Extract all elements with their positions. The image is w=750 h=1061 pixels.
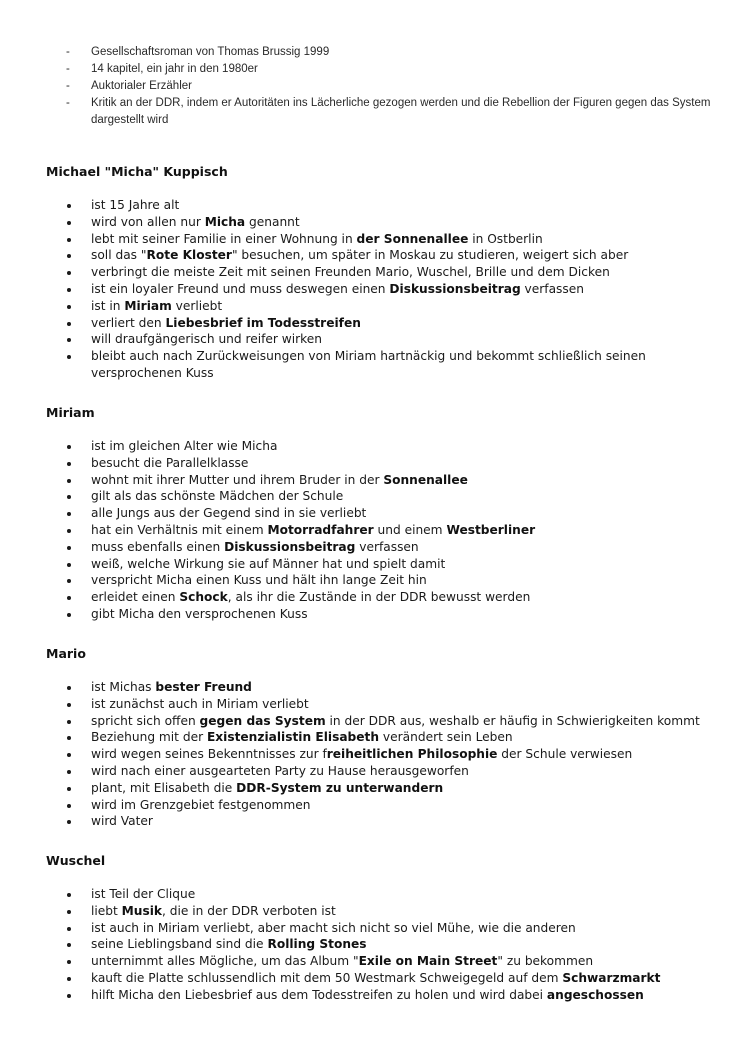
bullet-marker xyxy=(67,753,71,757)
emphasis-text: Schock xyxy=(179,590,228,605)
bullet-marker xyxy=(67,943,71,947)
list-item xyxy=(66,472,726,489)
item-text: besucht die Parallelklasse xyxy=(91,455,249,470)
section-heading-micha: Michael "Micha" Kuppisch xyxy=(46,164,228,179)
item-text: liebt xyxy=(91,903,122,918)
list-item xyxy=(66,231,726,248)
list-item: - Gesellschaftsroman von Thomas Brussig 1999 xyxy=(66,44,716,61)
item-text: gilt als das schönste Mädchen der Schule xyxy=(91,489,344,504)
list-item xyxy=(66,679,726,696)
bullet-marker xyxy=(67,703,71,707)
list-item: - Kritik an der DDR, indem er Autoritäten ins Lächerliche gezogen werden und die Rebellion der Figuren gegen das System dargestellt wird xyxy=(66,97,711,126)
list-item xyxy=(66,606,726,623)
bullet-marker xyxy=(67,960,71,964)
item-text: ist 15 Jahre alt xyxy=(91,198,180,212)
item-text: plant, mit Elisabeth die xyxy=(91,780,237,795)
item-text: ist zunächst auch in Miriam verliebt xyxy=(91,696,309,711)
item-text: hilft Micha den Liebesbrief aus dem Todesstreifen zu holen und wird dabei xyxy=(91,987,547,1002)
emphasis-text: Westberliner xyxy=(446,522,536,537)
item-text: spricht sich offen xyxy=(91,713,200,728)
emphasis-text: Rote Kloster xyxy=(146,248,232,263)
bullet-marker xyxy=(67,994,71,998)
section-heading-miriam: Miriam xyxy=(46,405,95,420)
bullet-marker xyxy=(67,271,71,275)
bullet-list-miriam xyxy=(66,438,726,623)
bullet-marker xyxy=(67,305,71,309)
list-item xyxy=(66,331,726,348)
list-item xyxy=(66,589,726,606)
bullet-marker xyxy=(67,338,71,342)
bullet-marker xyxy=(67,736,71,740)
emphasis-text: Liebesbrief im Todesstreifen xyxy=(165,315,361,330)
list-item xyxy=(66,970,726,987)
item-text: genannt xyxy=(245,214,300,229)
emphasis-text: Musik xyxy=(121,903,163,918)
emphasis-text: bester Freund xyxy=(155,680,252,694)
item-text: seine Lieblingsband sind die xyxy=(91,937,268,952)
list-item xyxy=(66,455,726,472)
list-item xyxy=(66,348,726,382)
list-item: - 14 kapitel, ein jahr in den 1980er xyxy=(66,61,716,78)
list-item xyxy=(66,298,726,315)
item-text: in der DDR aus, weshalb er häufig in Schwierigkeiten kommt xyxy=(325,713,700,728)
list-item xyxy=(66,797,726,814)
bullet-marker xyxy=(67,512,71,516)
list-item xyxy=(66,247,726,264)
item-text: der Schule verwiesen xyxy=(497,747,633,762)
bullet-marker xyxy=(67,238,71,242)
item-text: verbringt die meiste Zeit mit seinen Freunden Mario, Wuschel, Brille und dem Dicken xyxy=(91,265,610,280)
bullet-marker xyxy=(67,910,71,914)
bullet-marker xyxy=(67,927,71,931)
list-item xyxy=(66,505,726,522)
item-text: will draufgängerisch und reifer wirken xyxy=(91,332,323,347)
item-text: ist auch in Miriam verliebt, aber macht sich nicht so viel Mühe, wie die anderen xyxy=(91,920,576,935)
list-item xyxy=(66,197,726,214)
dash-marker: - xyxy=(66,46,70,58)
emphasis-text: Micha xyxy=(204,214,246,229)
emphasis-text: Diskussionsbeitrag xyxy=(389,281,521,296)
bullet-marker xyxy=(67,204,71,208)
bullet-list-mario xyxy=(66,679,726,830)
item-text: alle Jungs aus der Gegend sind in sie verliebt xyxy=(91,506,367,521)
item-text: verliert den xyxy=(91,315,166,330)
dash-marker: - xyxy=(66,97,70,109)
item-text: wird im Grenzgebiet festgenommen xyxy=(91,797,311,812)
item-text: " zu bekommen xyxy=(497,954,594,969)
bullet-marker xyxy=(67,893,71,897)
item-text: verfassen xyxy=(520,281,584,296)
bullet-marker xyxy=(67,804,71,808)
bullet-marker xyxy=(67,355,71,359)
emphasis-text: Diskussionsbeitrag xyxy=(224,539,356,554)
item-text: verfassen xyxy=(355,539,419,554)
emphasis-text: Rolling Stones xyxy=(267,937,367,952)
item-text: " besuchen, um später in Moskau zu studieren, weigert sich aber xyxy=(231,248,629,263)
list-item xyxy=(66,780,726,797)
list-item xyxy=(66,713,726,730)
item-text: unternimmt alles Mögliche, um das Album " xyxy=(91,954,359,969)
bullet-marker xyxy=(67,686,71,690)
item-text: verspricht Micha einen Kuss und hält ihn lange Zeit hin xyxy=(91,573,427,588)
bullet-marker xyxy=(67,770,71,774)
list-item xyxy=(66,281,726,298)
list-item xyxy=(66,813,726,830)
list-item xyxy=(66,936,726,953)
item-text: , die in der DDR verboten ist xyxy=(162,903,336,918)
list-item xyxy=(66,987,726,1004)
list-item xyxy=(66,315,726,332)
bullet-list-wuschel xyxy=(66,886,726,1004)
bullet-marker xyxy=(67,479,71,483)
item-text: in Ostberlin xyxy=(468,231,543,246)
list-item xyxy=(66,438,726,455)
item-text: weiß, welche Wirkung sie auf Männer hat und spielt damit xyxy=(91,556,446,571)
item-text: ist in xyxy=(91,298,125,313)
emphasis-text: Sonnenallee xyxy=(383,472,468,487)
item-text: verliebt xyxy=(171,298,223,313)
emphasis-text: gegen das System xyxy=(199,713,326,728)
bullet-marker xyxy=(67,495,71,499)
dash-marker: - xyxy=(66,63,70,75)
item-text: wohnt mit ihrer Mutter und ihrem Bruder in der xyxy=(91,472,384,487)
item-text: wird von allen nur xyxy=(91,214,205,229)
bullet-marker xyxy=(67,579,71,583)
list-item xyxy=(66,522,726,539)
item-text: bleibt auch nach Zurückweisungen von Miriam hartnäckig und bekommt schließlich seinen versprochenen Kuss xyxy=(91,349,646,380)
bullet-marker xyxy=(67,445,71,449)
item-text: erleidet einen xyxy=(91,590,180,605)
bullet-marker xyxy=(67,462,71,466)
list-item xyxy=(66,488,726,505)
emphasis-text: Miriam xyxy=(124,298,172,313)
item-text: ist ein loyaler Freund und muss deswegen einen xyxy=(91,281,390,296)
list-item xyxy=(66,886,726,903)
emphasis-text: Motorradfahrer xyxy=(267,522,374,537)
bullet-marker xyxy=(67,596,71,600)
list-item xyxy=(66,572,726,589)
item-text: und einem xyxy=(373,522,447,537)
item-text: gibt Micha den versprochenen Kuss xyxy=(91,606,308,621)
list-item xyxy=(66,953,726,970)
item-text: ist im gleichen Alter wie Micha xyxy=(91,439,278,453)
list-item xyxy=(66,729,726,746)
bullet-marker xyxy=(67,529,71,533)
list-item xyxy=(66,696,726,713)
bullet-marker xyxy=(67,221,71,225)
list-item xyxy=(66,920,726,937)
bullet-marker xyxy=(67,820,71,824)
bullet-marker xyxy=(67,546,71,550)
emphasis-text: Existenzialistin Elisabeth xyxy=(206,730,380,745)
item-text: wird wegen seines Bekenntnisses zur f xyxy=(91,747,327,762)
emphasis-text: DDR-System zu unterwandern xyxy=(236,780,444,795)
bullet-marker xyxy=(67,254,71,258)
item-text: kauft die Platte schlussendlich mit dem 50 Westmark Schweigegeld auf dem xyxy=(91,970,563,985)
dash-marker: - xyxy=(66,80,70,92)
bullet-marker xyxy=(67,720,71,724)
emphasis-text: der Sonnenallee xyxy=(356,231,469,246)
list-item xyxy=(66,556,726,573)
list-item xyxy=(66,214,726,231)
item-text: wird Vater xyxy=(91,814,153,829)
bullet-list-micha xyxy=(66,197,726,382)
item-text: ist Michas xyxy=(91,680,156,694)
list-item xyxy=(66,763,726,780)
item-text: lebt mit seiner Familie in einer Wohnung in xyxy=(91,231,357,246)
section-heading-mario: Mario xyxy=(46,646,86,661)
item-text: soll das " xyxy=(91,248,147,263)
item-text: , als ihr die Zustände in der DDR bewusst werden xyxy=(227,590,531,605)
item-text: verändert sein Leben xyxy=(379,730,513,745)
bullet-marker xyxy=(67,563,71,567)
item-text: ist Teil der Clique xyxy=(91,887,196,901)
bullet-marker xyxy=(67,787,71,791)
list-item xyxy=(66,264,726,281)
item-text: muss ebenfalls einen xyxy=(91,539,225,554)
list-item: - Auktorialer Erzähler xyxy=(66,78,716,95)
item-text: hat ein Verhältnis mit einem xyxy=(91,522,268,537)
emphasis-text: reiheitlichen Philosophie xyxy=(326,747,498,762)
item-text: wird nach einer ausgearteten Party zu Hause herausgeworfen xyxy=(91,763,469,778)
section-heading-wuschel: Wuschel xyxy=(46,853,106,868)
emphasis-text: Exile on Main Street xyxy=(358,954,498,969)
emphasis-text: Schwarzmarkt xyxy=(562,970,661,985)
list-item xyxy=(66,746,726,763)
item-text: Beziehung mit der xyxy=(91,730,207,745)
emphasis-text: angeschossen xyxy=(546,987,644,1002)
bullet-marker xyxy=(67,288,71,292)
list-item xyxy=(66,903,726,920)
bullet-marker xyxy=(67,977,71,981)
list-item xyxy=(66,539,726,556)
intro-list xyxy=(66,44,716,129)
bullet-marker xyxy=(67,322,71,326)
bullet-marker xyxy=(67,613,71,617)
